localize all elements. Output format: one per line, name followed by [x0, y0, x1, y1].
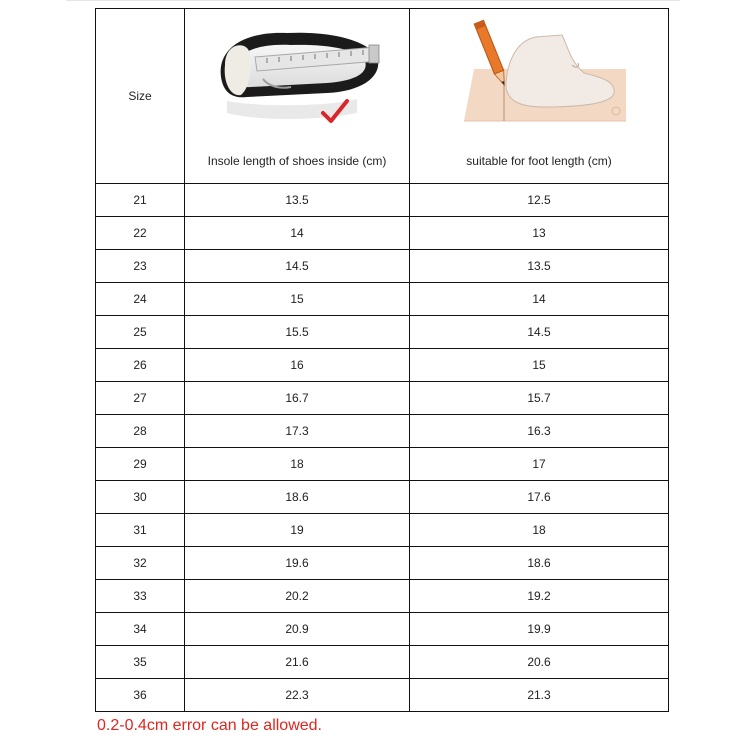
table-row [96, 283, 669, 316]
table-row [96, 415, 669, 448]
foot-header-label: suitable for foot length (cm) [466, 154, 612, 168]
foot-length-cell: 15 [410, 349, 669, 382]
size-cell: 27 [96, 382, 185, 415]
error-tolerance-note: 0.2-0.4cm error can be allowed. [97, 717, 322, 734]
size-cell: 36 [96, 679, 185, 712]
size-cell: 26 [96, 349, 185, 382]
insole-length-cell: 20.9 [185, 613, 410, 646]
size-cell: 34 [96, 613, 185, 646]
foot-length-cell: 13 [410, 217, 669, 250]
foot-length-cell: 17 [410, 448, 669, 481]
foot-length-cell: 21.3 [410, 679, 669, 712]
foot-measure-icon [444, 17, 634, 129]
size-cell: 29 [96, 448, 185, 481]
insole-header-cell [185, 9, 410, 184]
insole-length-cell: 19.6 [185, 547, 410, 580]
foot-length-cell: 14 [410, 283, 669, 316]
top-divider [66, 0, 680, 1]
foot-header-cell [410, 9, 669, 184]
size-cell: 23 [96, 250, 185, 283]
foot-length-cell: 18 [410, 514, 669, 547]
foot-length-cell: 13.5 [410, 250, 669, 283]
insole-length-cell: 13.5 [185, 184, 410, 217]
foot-length-cell: 20.6 [410, 646, 669, 679]
size-cell: 25 [96, 316, 185, 349]
table-row [96, 679, 669, 712]
insole-length-cell: 20.2 [185, 580, 410, 613]
insole-length-cell: 18 [185, 448, 410, 481]
insole-length-cell: 22.3 [185, 679, 410, 712]
foot-length-cell: 16.3 [410, 415, 669, 448]
insole-length-cell: 14 [185, 217, 410, 250]
size-cell: 32 [96, 547, 185, 580]
foot-length-cell: 17.6 [410, 481, 669, 514]
size-cell: 24 [96, 283, 185, 316]
foot-length-cell: 19.9 [410, 613, 669, 646]
foot-length-cell: 14.5 [410, 316, 669, 349]
table-row [96, 217, 669, 250]
size-cell: 31 [96, 514, 185, 547]
foot-length-cell: 18.6 [410, 547, 669, 580]
size-chart-table [95, 8, 669, 712]
foot-length-cell: 12.5 [410, 184, 669, 217]
table-row [96, 349, 669, 382]
size-cell: 28 [96, 415, 185, 448]
table-row [96, 580, 669, 613]
insole-length-cell: 18.6 [185, 481, 410, 514]
insole-length-cell: 15.5 [185, 316, 410, 349]
table-row [96, 481, 669, 514]
table-row [96, 382, 669, 415]
size-cell: 33 [96, 580, 185, 613]
insole-length-cell: 15 [185, 283, 410, 316]
insole-header-label: Insole length of shoes inside (cm) [207, 154, 387, 168]
foot-length-cell: 15.7 [410, 382, 669, 415]
table-row [96, 646, 669, 679]
insole-length-cell: 19 [185, 514, 410, 547]
insole-length-cell: 17.3 [185, 415, 410, 448]
table-row [96, 613, 669, 646]
size-cell: 35 [96, 646, 185, 679]
size-cell: 30 [96, 481, 185, 514]
table-row [96, 514, 669, 547]
insole-length-cell: 16 [185, 349, 410, 382]
table-row [96, 184, 669, 217]
shoe-insole-measure-icon [207, 17, 387, 129]
size-header-cell [96, 9, 185, 184]
table-row [96, 448, 669, 481]
table-header-row [96, 9, 669, 184]
size-cell: 21 [96, 184, 185, 217]
foot-length-cell: 19.2 [410, 580, 669, 613]
size-cell: 22 [96, 217, 185, 250]
table-row [96, 250, 669, 283]
insole-length-cell: 21.6 [185, 646, 410, 679]
size-header-label: Size [128, 89, 152, 103]
insole-length-cell: 16.7 [185, 382, 410, 415]
table-row [96, 316, 669, 349]
insole-length-cell: 14.5 [185, 250, 410, 283]
table-row [96, 547, 669, 580]
